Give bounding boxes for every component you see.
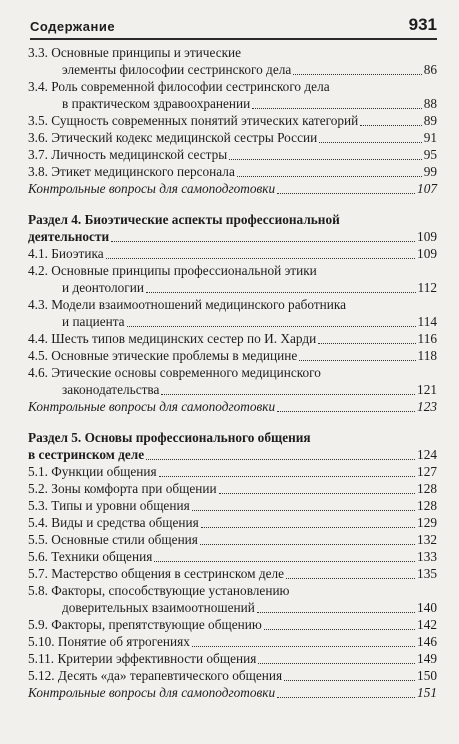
toc-line [28,296,437,313]
toc-page-number: 129 [417,515,437,530]
toc-entry[interactable] [28,480,437,497]
dot-leader [237,175,422,177]
toc-line [28,112,437,129]
toc-entry-title: Основные принципы и этические [51,45,242,60]
dot-leader [277,192,415,194]
toc-section-heading[interactable] [28,429,437,463]
toc-entry-number: 3.7. [28,147,48,162]
toc-entry-title: Основные принципы профессиональной этики [51,263,317,278]
toc-entry[interactable] [28,616,437,633]
toc-line [28,180,437,197]
toc-entry-number: 4.2. [28,263,48,278]
toc-entry-text [28,548,152,565]
toc-entry-title: Факторы, способствующие установлению [51,583,290,598]
toc-review-questions[interactable] [28,684,437,701]
toc-line [28,548,437,565]
dot-leader [229,158,422,160]
dot-leader [252,107,421,109]
toc-entry-title: Этикет медицинского персонала [51,164,235,179]
header-page-number: 931 [408,15,437,34]
toc-line [28,463,437,480]
toc-entry[interactable] [28,565,437,582]
toc-entry[interactable] [28,347,437,364]
toc-entry-text [28,296,346,313]
toc-entry[interactable] [28,633,437,650]
toc-page-number: 114 [417,314,437,329]
toc-entry-text: и пациента [62,314,125,329]
dot-leader [277,696,415,698]
toc-entry-title: Зоны комфорта при общении [51,481,217,496]
toc-entry-text [28,245,104,262]
toc-entry-text [28,262,317,279]
dot-leader [319,141,422,143]
toc-entry-title: Роль современной философии сестринского дела [51,79,330,94]
toc-entry[interactable] [28,667,437,684]
toc-entry-number: 3.8. [28,164,48,179]
toc-line [28,78,437,95]
toc-entry-number: 5.1. [28,464,48,479]
toc-entry-text: законодательства [62,382,160,397]
dot-leader [264,628,415,630]
toc-entry-text [28,44,241,61]
toc-entry-number: 5.4. [28,515,48,530]
toc-page-number: 112 [417,280,437,295]
dot-leader [293,73,421,75]
toc-entry[interactable] [28,245,437,262]
toc-line [28,684,437,701]
toc-line [28,497,437,514]
toc-entry-number: 4.4. [28,331,48,346]
toc-page-number: 135 [417,566,437,581]
toc-entry-number: 5.10. [28,634,55,649]
dot-leader [161,393,415,395]
running-header [30,10,437,40]
toc-entry[interactable] [28,531,437,548]
toc-entry[interactable] [28,582,437,616]
dot-leader [146,458,415,460]
toc-entry-number: 5.12. [28,668,55,683]
toc-entry-number: 4.5. [28,348,48,363]
toc-entry[interactable] [28,262,437,296]
dot-leader [257,611,415,613]
toc-entry[interactable] [28,129,437,146]
toc-line [28,446,437,463]
toc-line [28,667,437,684]
toc-section-heading[interactable] [28,211,437,245]
toc-entry[interactable] [28,548,437,565]
toc-entry-text [28,347,297,364]
toc-line [28,364,437,381]
toc-page-number: 88 [423,96,437,111]
dot-leader [318,342,415,344]
dot-leader [360,124,421,126]
toc-line [28,279,437,296]
toc-page-number: 146 [417,634,437,649]
toc-entry[interactable] [28,514,437,531]
toc-line [28,650,437,667]
toc-entry-text [28,633,190,650]
toc-entry-text [28,565,284,582]
toc-entry-text [28,480,217,497]
toc-line [28,599,437,616]
toc-page-number: 91 [423,130,437,145]
dot-leader [284,679,415,681]
toc-entry-number: 5.8. [28,583,48,598]
toc-entry-text [28,582,290,599]
dot-leader [127,325,416,327]
toc-entry-text: доверительных взаимоотношений [62,600,255,615]
toc-entry[interactable] [28,44,437,78]
toc-entry-title: Техники общения [51,549,153,564]
toc-entry-number: 5.11. [28,651,55,666]
toc-line [28,480,437,497]
toc-page-number: 109 [417,246,437,261]
toc-line [28,381,437,398]
toc-line [28,313,437,330]
toc-entry-text [28,667,282,684]
toc-review-questions[interactable] [28,398,437,415]
toc-entry-number: 5.2. [28,481,48,496]
toc-entry-text [28,364,321,381]
toc-entry-text [28,129,317,146]
toc-entry-number: 3.5. [28,113,48,128]
toc-entry-text [28,650,256,667]
toc-entry-number: 4.3. [28,297,48,312]
toc-entry-title: Личность медицинской сестры [51,147,228,162]
toc-entry-number: 4.6. [28,365,48,380]
toc-entry-number: 5.3. [28,498,48,513]
toc-page-number: 116 [417,331,437,346]
toc-entry-text [28,497,190,514]
toc-line [28,429,437,446]
toc-page-number: 128 [417,481,437,496]
toc-entry-title: Десять «да» терапевтического общения [57,668,283,683]
toc-line [28,565,437,582]
toc-entry-title: Этический кодекс медицинской сестры России [51,130,318,145]
toc-entry-text [28,78,330,95]
toc-entry-text: Раздел 5. Основы профессионального общения [28,430,311,445]
toc-entry-text: Контрольные вопросы для самоподготовки [28,181,276,196]
toc-entry[interactable] [28,364,437,398]
toc-entry-title: Мастерство общения в сестринском деле [51,566,285,581]
toc-entry-text: Раздел 4. Биоэтические аспекты профессиональной [28,212,340,227]
dot-leader [200,543,415,545]
toc-page-number: 128 [417,498,437,513]
dot-leader [192,645,415,647]
toc-line [28,633,437,650]
toc-entry-text [28,514,199,531]
toc-line [28,531,437,548]
toc-review-questions[interactable] [28,180,437,197]
dot-leader [299,359,415,361]
dot-leader [154,560,415,562]
toc-entry[interactable] [28,112,437,129]
toc-entry-text [28,330,316,347]
header-title: Содержание [30,19,116,34]
toc-entry-number: 5.9. [28,617,48,632]
dot-leader [286,577,415,579]
toc-entry[interactable] [28,650,437,667]
toc-entry-title: Функции общения [51,464,157,479]
dot-leader [106,257,415,259]
toc-entry-text: в практическом здравоохранении [62,96,251,111]
toc-page-number: 124 [417,447,437,462]
dot-leader [258,662,415,664]
toc-line [28,228,437,245]
toc-line [28,347,437,364]
toc-page-number: 118 [417,348,437,363]
toc-entry-title: Основные этические проблемы в медицине [51,348,298,363]
toc-entry-text: деятельности [28,229,110,244]
toc-page-number: 149 [417,651,437,666]
toc-line [28,129,437,146]
toc-entry-title: Основные стили общения [51,532,198,547]
toc-line [28,582,437,599]
toc-page-number: 151 [417,685,437,700]
toc-line [28,61,437,78]
toc-page-number: 86 [423,62,437,77]
toc-page-number: 107 [417,181,437,196]
toc-page-number: 150 [417,668,437,683]
toc-entry[interactable] [28,163,437,180]
toc-page-number: 109 [417,229,437,244]
toc-entry-text: элементы философии сестринского дела [62,62,292,77]
toc-page-number: 99 [423,164,437,179]
toc-entry-text: в сестринском деле [28,447,145,462]
toc-entry-text [28,616,262,633]
toc-page-number: 127 [417,464,437,479]
toc-entry-number: 3.4. [28,79,48,94]
toc-entry-text [28,112,358,129]
toc-line [28,398,437,415]
toc-entry[interactable] [28,146,437,163]
toc-line [28,95,437,112]
toc-entry-text: и деонтологии [62,280,144,295]
toc-line [28,163,437,180]
toc-line [28,514,437,531]
toc-entry-title: Шесть типов медицинских сестер по И. Харди [51,331,317,346]
dot-leader [277,410,415,412]
dot-leader [219,492,415,494]
toc-page-number: 132 [417,532,437,547]
toc-entry-title: Виды и средства общения [51,515,199,530]
toc-line [28,262,437,279]
toc-line [28,211,437,228]
toc-entry-text [28,163,235,180]
toc-entry-title: Этические основы современного медицинского [51,365,321,380]
toc-entry-title: Факторы, препятствующие общению [51,617,262,632]
toc-entry-text [28,146,227,163]
toc-line [28,146,437,163]
toc-entry-number: 5.6. [28,549,48,564]
toc-entry-number: 5.5. [28,532,48,547]
toc-entry[interactable] [28,463,437,480]
toc-line [28,44,437,61]
toc-entry-number: 4.1. [28,246,48,261]
toc-page-number: 89 [423,113,437,128]
toc-line [28,330,437,347]
toc-page-number: 133 [417,549,437,564]
toc-entry-text [28,463,157,480]
toc-entry-title: Критерии эффективности общения [57,651,257,666]
toc-entry-title: Типы и уровни общения [51,498,190,513]
toc-entry-text [28,531,198,548]
table-of-contents [28,44,437,701]
toc-page-number: 95 [423,147,437,162]
toc-page-number: 123 [417,399,437,414]
toc-entry-number: 3.6. [28,130,48,145]
toc-page-number: 142 [417,617,437,632]
dot-leader [192,509,415,511]
dot-leader [111,240,415,242]
toc-entry-title: Понятие об ятрогениях [57,634,190,649]
toc-entry-number: 5.7. [28,566,48,581]
toc-entry-title: Сущность современных понятий этических категорий [51,113,359,128]
toc-line [28,616,437,633]
dot-leader [159,475,415,477]
toc-page-number: 121 [417,382,437,397]
toc-line [28,245,437,262]
toc-entry-number: 3.3. [28,45,48,60]
dot-leader [201,526,415,528]
toc-entry-title: Модели взаимоотношений медицинского работника [51,297,347,312]
toc-entry[interactable] [28,330,437,347]
toc-entry[interactable] [28,497,437,514]
toc-entry-text: Контрольные вопросы для самоподготовки [28,399,276,414]
toc-entry-title: Биоэтика [51,246,104,261]
toc-page-number: 140 [417,600,437,615]
toc-entry[interactable] [28,296,437,330]
toc-entry-text: Контрольные вопросы для самоподготовки [28,685,276,700]
toc-entry[interactable] [28,78,437,112]
dot-leader [146,291,416,293]
